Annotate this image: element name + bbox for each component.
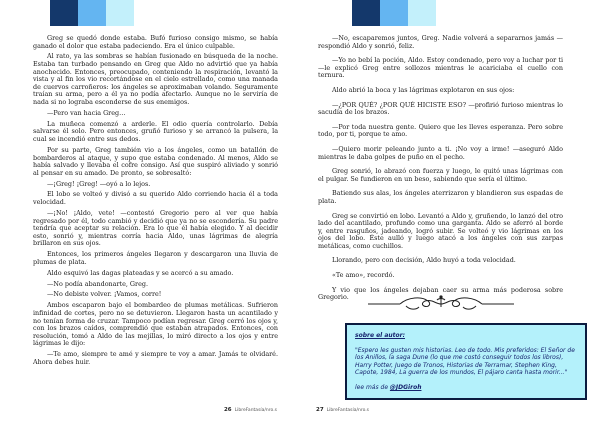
paragraph: Al rato, ya las sombras se habían fusionado en búsqueda de la noche. Estaba tan turbado pensando en Greg que Aldo no advirtió que ya había anochecido. Entonces, preocupado, conteniendo la respiración, levantó la vista y al fin los vio recortándose en el cielo estrellado, como una manada de cuervos carroñeros: los ángeles se aproximaban volando. Seguramente traían su arma, pero a él ya no podía afectarlo. Aunque no le serviría de nada si no lograba esconderse de sus enemigos.	[33, 52, 278, 107]
stripe-blue-block	[380, 0, 408, 26]
page-right	[300, 0, 600, 424]
author-box-heading: sobre el autor:	[355, 332, 405, 339]
paragraph: «Te amo», recordó.	[332, 271, 395, 280]
author-readmore-line	[355, 384, 577, 392]
paragraph: —¿POR QUÉ? ¿POR QUÉ HICISTE ESO? —profirió furioso mientras lo sacudía de los brazos.	[318, 100, 563, 117]
divider-ornament	[318, 294, 563, 318]
stripe-cyan-block	[106, 0, 134, 26]
paragraph: Aldo esquivó las dagas plateadas y se acercó a su amado.	[47, 268, 234, 277]
paragraph: Greg se convirtió en lobo. Levantó a Aldo y, gruñendo, lo lanzó del otro lado del acantilado, profundo como una garganta. Aldo se aferró al borde y, entre rasguños, jadeando, logró subir. Se volteó y vio lágrimas en los ojos del lobo. Éste aulló y luego atacó a los ángeles con sus zarpas metálicas, como cuchillos.	[318, 211, 563, 250]
readmore-prefix: lee más de	[355, 383, 390, 391]
paragraph: —No podía abandonarte, Greg.	[47, 279, 148, 288]
book-title: LibreFantasía/nro.s	[326, 408, 370, 413]
paragraph: Por su parte, Greg también vio a los ángeles, como un batallón de bombarderos al ataque, y supo que estaba condenado. Al menos, Aldo se había salvado y llevaba el cofre consigo. Así que suspiró aliviado y sonrió al pensar en su amado. De pronto, se sobresaltó:	[33, 145, 278, 177]
page-number: 27	[316, 407, 324, 413]
paragraph: Llorando, pero con decisión, Aldo huyó a toda velocidad.	[332, 256, 516, 265]
paragraph: La muñeca comenzó a arderle. El odio quería controlarlo. Debía salvarse él solo. Pero entonces, gruñó furioso y se arrancó la pulsera, la cual se incendió entre sus dedos.	[33, 119, 278, 144]
page-number: 26	[223, 407, 232, 413]
header-stripes	[352, 0, 436, 26]
stripe-cyan-block	[408, 0, 436, 26]
paragraph: —No, escaparemos juntos, Greg. Nadie volverá a separarnos jamás —respondió Aldo y sonrió, feliz.	[318, 34, 563, 50]
paragraph: —¡No! ¡Aldo, vete! —contestó Gregorio pero al ver que había regresado por él, todo cambió y decidió que ya no se escondería. Su padre tendría que aceptar su relación. Era lo que él había elegido. Y al decidir esto, sonrió y, mientras corría hacia Aldo, unas lágrimas de alegría brillaron en sus ojos.	[33, 208, 278, 248]
author-quote: "Espero les gusten mis historias. Leo de todo. Mis preferidos: El Señor de los Anillos, la saga Dune (lo que me costó conseguir todos los libros), Harry Potter, Juego de Tronos, Historias de Terramar, Stephen King, Capote, 1984, La guerra de los mundos, El pájaro canta hasta morir..."	[355, 346, 575, 377]
paragraph: Greg sonrió, lo abrazó con fuerza y luego, le quitó unas lágrimas con el pulgar. Se fundieron en un beso, sabiendo que sería el último.	[318, 167, 563, 183]
paragraph: Y vio que los ángeles dejaban caer su arma más poderosa sobre Gregorio.	[318, 285, 563, 302]
paragraph: —Quiero morir peleando junto a ti. ¡No voy a irme! —aseguró Aldo mientras le daba golpes de puño en el pecho.	[318, 144, 563, 161]
story-text-left	[33, 35, 278, 370]
flourish-divider-icon	[366, 294, 516, 314]
paragraph: Entonces, los primeros ángeles llegaron y descargaron una lluvia de plumas de plata.	[33, 250, 278, 266]
page-footer	[316, 407, 369, 413]
author-handle-link[interactable]: @JDGiroh	[389, 383, 422, 391]
paragraph: —Por toda nuestra gente. Quiero que les lleves esperanza. Pero sobre todo, por ti, porque te amo.	[318, 122, 563, 139]
paragraph: —Pero van hacia Greg…	[47, 108, 126, 117]
stripe-blue-block	[78, 0, 106, 26]
paragraph: —Yo no bebí la poción, Aldo. Estoy condenado, pero voy a luchar por ti —le explicó Greg entre sollozos mientras le acariciaba el cuello con ternura.	[318, 56, 563, 80]
paragraph: Aldo abrió la boca y las lágrimas explotaron en sus ojos:	[332, 85, 515, 94]
author-box	[345, 323, 587, 400]
paragraph: —No debiste volver. ¡Vamos, corre!	[47, 290, 162, 299]
story-text-right	[318, 35, 563, 309]
paragraph: El lobo se volteó y divisó a su querido Aldo corriendo hacia él a toda velocidad.	[33, 190, 278, 207]
page-footer	[224, 407, 277, 413]
book-title: LibreFantasía/nro.s	[234, 408, 277, 413]
paragraph: Batiendo sus alas, los ángeles aterrizaron y blandieron sus espadas de plata.	[318, 189, 563, 205]
header-stripes	[50, 0, 134, 26]
stripe-navy-block	[50, 0, 78, 26]
paragraph: —¡Greg! ¡Greg! —oyó a lo lejos.	[47, 179, 151, 188]
paragraph: Greg se quedó donde estaba. Bufó furioso consigo mismo, se había ganado el dolor que estaba padeciendo. Era el único culpable.	[33, 34, 278, 50]
stripe-navy-block	[352, 0, 380, 26]
paragraph: Ambos escaparon bajo el bombardeo de plumas metálicas. Sufrieron infinidad de cortes, pero no se detuvieron. Llegaron hasta un acantilado y no tenían forma de cruzar. Tampoco podían regresar. Greg cerró los ojos y, con los brazos caídos, comprendió que estaban atrapados. Entonces, con resolución, tomó a Aldo de las mejillas, lo miró directo a los ojos y entre lágrimas le dijo:	[33, 301, 278, 348]
paragraph: —Te amo, siempre te amé y siempre te voy a amar. Jamás te olvidaré. Ahora debes huir.	[33, 350, 278, 366]
